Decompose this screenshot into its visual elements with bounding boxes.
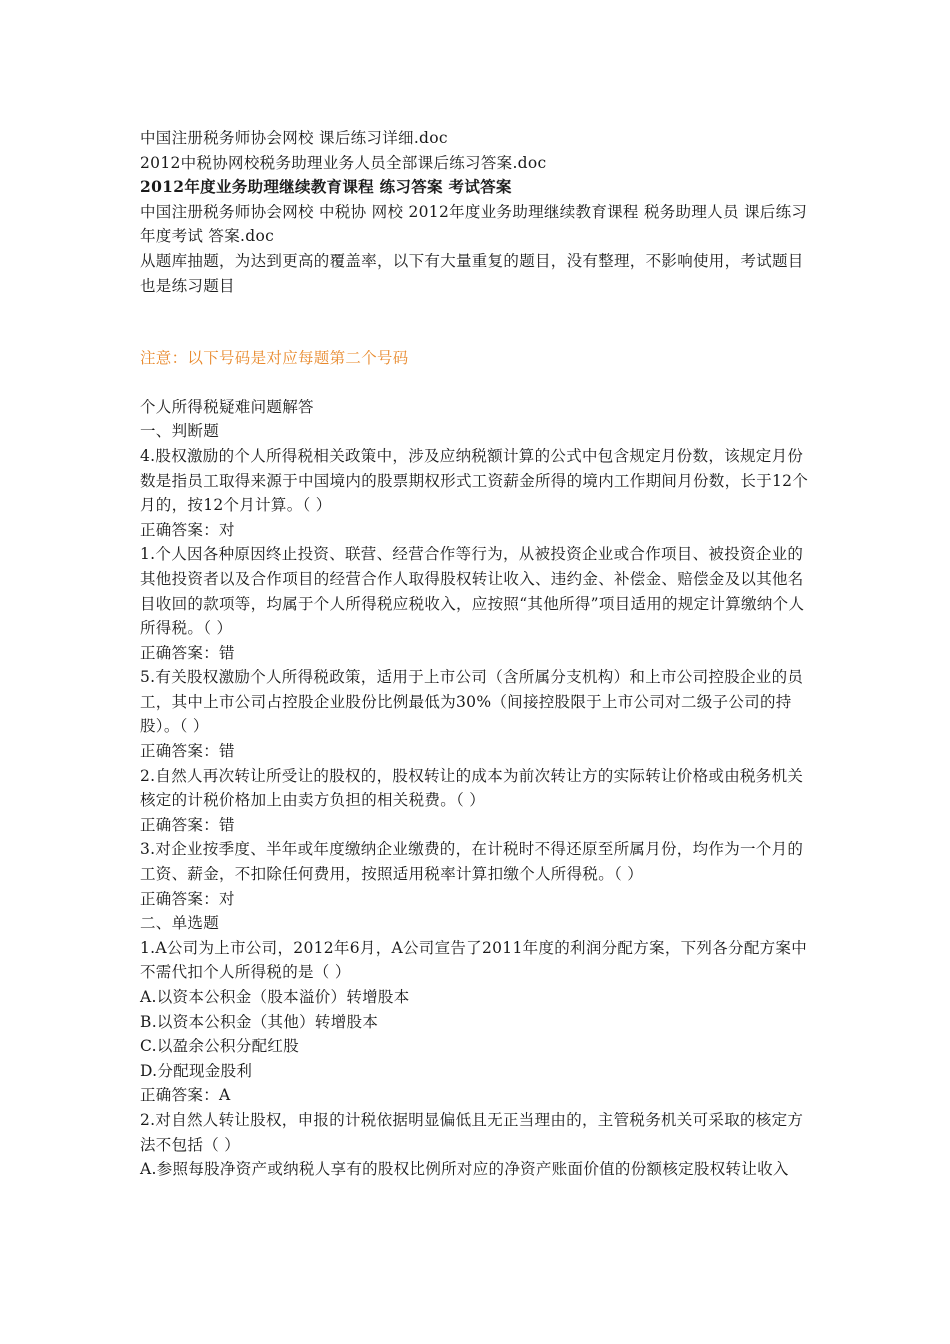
answer-text: 正确答案：A [140,1086,231,1105]
option-text: A.以资本公积金（股本溢价）转增股本 [140,988,410,1006]
part2-heading: 二、单选题 [140,914,220,933]
option-text: B.以资本公积金（其他）转增股本 [140,1012,379,1031]
header-line-2: 2012中税协网校税务助理业务人员全部课后练习答案.doc [140,153,547,172]
section-title: 个人所得税疑难问题解答 [140,397,314,416]
header-line-4: 中国注册税务师协会网校 中税协 网校 2012年度业务助理继续教育课程 税务助理人员 课后练习 年度考试 答案.doc [140,202,808,246]
question-text: 1.个人因各种原因终止投资、联营、经营合作等行为，从被投资企业或合作项目、被投资企业的其他投资者以及合作项目的经营合作人取得股权转让收入、违约金、补偿金、赔偿金及以其他名目收回的款项等，均属于个人所得税应税收入，应按照“其他所得”项目适用的规定计算缴纳个人所得税。（ ） [140,545,805,638]
answer-text: 正确答案：对 [140,520,235,539]
answer-text: 正确答案：错 [140,815,235,834]
question-text: 2.对自然人转让股权，申报的计税依据明显偏低且无正当理由的，主管税务机关可采取的核定方法不包括（ ） [140,1110,804,1154]
header-line-1: 中国注册税务师协会网校 课后练习详细.doc [140,129,448,147]
option-text: D.分配现金股利 [140,1061,253,1080]
question-text: 3.对企业按季度、半年或年度缴纳企业缴费的，在计税时不得还原至所属月份，均作为一个月的工资、薪金，不扣除任何费用，按照适用税率计算扣缴个人所得税。（ ） [140,840,804,884]
document-page [140,126,816,1182]
answer-text: 正确答案：错 [140,742,235,761]
header-line-3: 2012年度业务助理继续教育课程 练习答案 考试答案 [140,177,512,197]
question-text: 1.A公司为上市公司，2012年6月，A公司宣告了2011年度的利润分配方案，下列各分配方案中不需代扣个人所得税的是（ ） [140,938,808,982]
question-text: 2.自然人再次转让所受让的股权的，股权转让的成本为前次转让方的实际转让价格或由税务机关核定的计税价格加上由卖方负担的相关税费。（ ） [140,766,804,810]
answer-text: 正确答案：错 [140,643,235,662]
question-text: 5.有关股权激励个人所得税政策，适用于上市公司（含所属分支机构）和上市公司控股企业的员工，其中上市公司占控股企业股份比例最低为30%（间接控股限于上市公司对二级子公司的持股）。（ ） [140,668,804,736]
part1-heading: 一、判断题 [140,422,220,441]
question-text: 4.股权激励的个人所得税相关政策中，涉及应纳税额计算的公式中包含规定月份数，该规定月份数是指员工取得来源于中国境内的股票期权形式工资薪金所得的境内工作期间月份数，长于12个月的，按12个月计算。（ ） [140,446,809,515]
answer-text: 正确答案：对 [140,889,235,908]
option-text: C.以盈余公积分配红股 [140,1037,300,1056]
option-text: A.参照每股净资产或纳税人享有的股权比例所对应的净资产账面价值的份额核定股权转让收入 [140,1160,789,1179]
notice-text: 注意：以下号码是对应每题第二个号码 [140,349,409,368]
header-line-5: 从题库抽题，为达到更高的覆盖率，以下有大量重复的题目，没有整理，不影响使用，考试题目也是练习题目 [140,251,804,295]
